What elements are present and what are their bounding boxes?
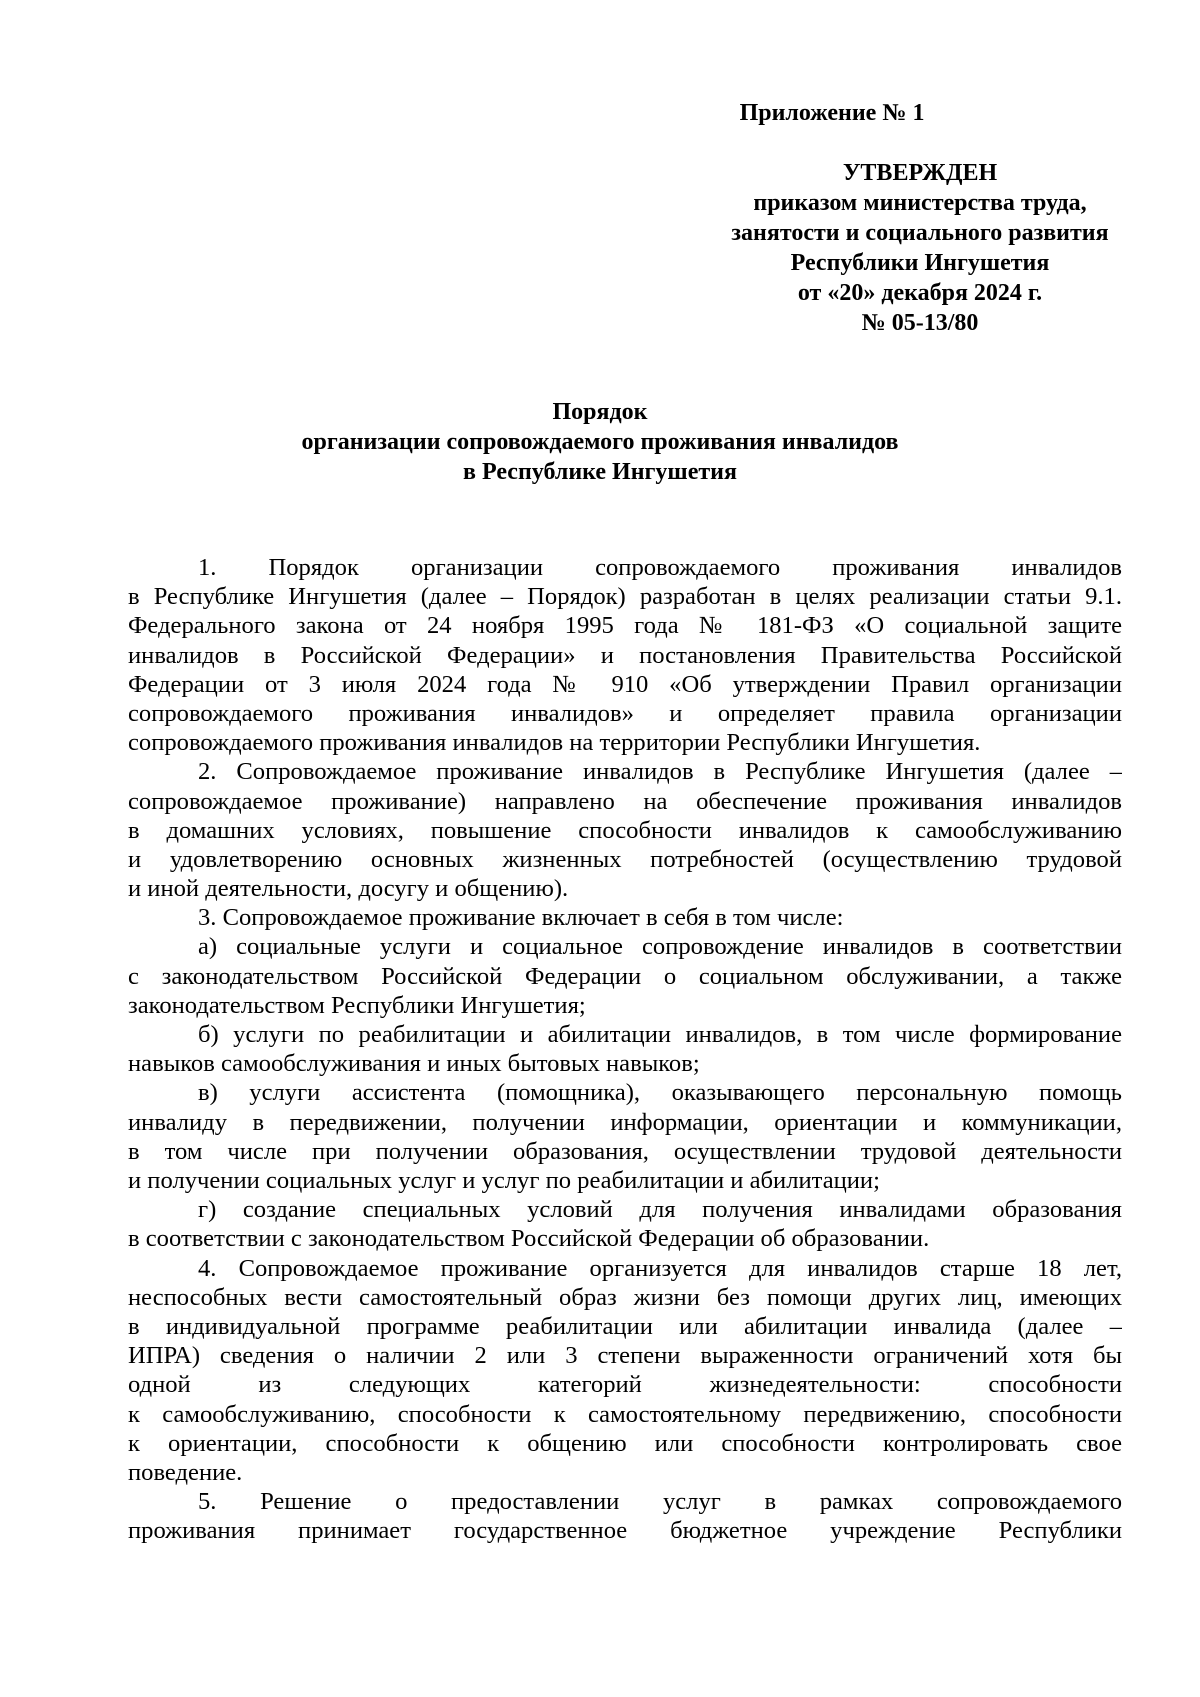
document-body bbox=[128, 553, 1122, 1546]
body-line: инвалиду в передвижении, получении информации, ориентации и коммуникации, bbox=[128, 1108, 1122, 1136]
body-line: в домашних условиях, повышение способности инвалидов к самообслуживанию bbox=[128, 816, 1122, 844]
body-line: ИПРА) сведения о наличии 2 или 3 степени выраженности ограничений хотя бы bbox=[128, 1342, 1122, 1370]
approval-line: приказом министерства труда, bbox=[753, 190, 1087, 216]
body-line: в индивидуальной программе реабилитации или абилитации инвалида (далее – bbox=[128, 1312, 1122, 1340]
body-line: в соответствии с законодательством Российской Федерации об образовании. bbox=[128, 1225, 930, 1253]
body-line: г) создание специальных условий для получения инвалидами образования bbox=[198, 1196, 1122, 1224]
body-line: к самообслуживанию, способности к самостоятельному передвижению, способности bbox=[128, 1400, 1122, 1428]
body-line: 3. Сопровождаемое проживание включает в себя в том числе: bbox=[198, 904, 844, 932]
approval-line: занятости и социального развития bbox=[731, 220, 1109, 246]
body-line: 5. Решение о предоставлении услуг в рамках сопровождаемого bbox=[198, 1488, 1122, 1516]
title-line: в Республике Ингушетия bbox=[463, 459, 737, 485]
body-line: в Республике Ингушетия (далее – Порядок) разработан в целях реализации статьи 9.1. bbox=[128, 583, 1122, 611]
body-line: поведение. bbox=[128, 1458, 243, 1486]
title-line: Порядок bbox=[552, 399, 648, 425]
body-line: и иной деятельности, досугу и общению). bbox=[128, 875, 569, 903]
body-line: одной из следующих категорий жизнедеятельности: способности bbox=[128, 1371, 1122, 1399]
body-line: Федерации от 3 июля 2024 года № 910 «Об утверждении Правил организации bbox=[128, 670, 1122, 698]
body-line: неспособных вести самостоятельный образ жизни без помощи других лиц, имеющих bbox=[128, 1283, 1122, 1311]
title-line: организации сопровождаемого проживания инвалидов bbox=[301, 429, 899, 455]
body-line: сопровождаемого проживания инвалидов на территории Республики Ингушетия. bbox=[128, 729, 981, 757]
approval-line: № 05-13/80 bbox=[861, 310, 979, 336]
body-line: сопровождаемого проживания инвалидов» и определяет правила организации bbox=[128, 699, 1122, 727]
body-line: 1. Порядок организации сопровождаемого проживания инвалидов bbox=[198, 554, 1122, 581]
appendix-label: Приложение № 1 bbox=[739, 100, 925, 126]
body-line: 4. Сопровождаемое проживание организуется для инвалидов старше 18 лет, bbox=[198, 1254, 1122, 1282]
body-line: инвалидов в Российской Федерации» и постановления Правительства Российской bbox=[128, 641, 1122, 669]
approval-line: УТВЕРЖДЕН bbox=[842, 160, 998, 186]
body-line: законодательством Республики Ингушетия; bbox=[128, 991, 586, 1019]
body-line: в) услуги ассистента (помощника), оказывающего персональную помощь bbox=[198, 1079, 1122, 1107]
body-line: 2. Сопровождаемое проживание инвалидов в Республике Ингушетия (далее – bbox=[198, 758, 1122, 786]
body-line: и получении социальных услуг и услуг по реабилитации и абилитации; bbox=[128, 1167, 880, 1195]
body-line: с законодательством Российской Федерации о социальном обслуживании, а также bbox=[128, 962, 1122, 990]
document-title bbox=[120, 397, 1080, 487]
body-line: Федерального закона от 24 ноября 1995 года № 181-ФЗ «О социальной защите bbox=[128, 612, 1122, 640]
body-line: проживания принимает государственное бюджетное учреждение Республики bbox=[128, 1517, 1122, 1545]
body-line: б) услуги по реабилитации и абилитации инвалидов, в том числе формирование bbox=[198, 1021, 1122, 1049]
approval-block bbox=[690, 158, 1150, 338]
body-line: сопровождаемое проживание) направлено на обеспечение проживания инвалидов bbox=[128, 787, 1122, 815]
body-line: и удовлетворению основных жизненных потребностей (осуществлению трудовой bbox=[128, 845, 1122, 873]
body-line: к ориентации, способности к общению или способности контролировать свое bbox=[128, 1429, 1122, 1457]
approval-line: от «20» декабря 2024 г. bbox=[797, 280, 1043, 306]
body-line: в том числе при получении образования, осуществлении трудовой деятельности bbox=[128, 1137, 1122, 1165]
body-line: а) социальные услуги и социальное сопровождение инвалидов в соответствии bbox=[198, 933, 1122, 961]
body-line: навыков самообслуживания и иных бытовых навыков; bbox=[128, 1050, 700, 1078]
approval-line: Республики Ингушетия bbox=[790, 250, 1050, 276]
